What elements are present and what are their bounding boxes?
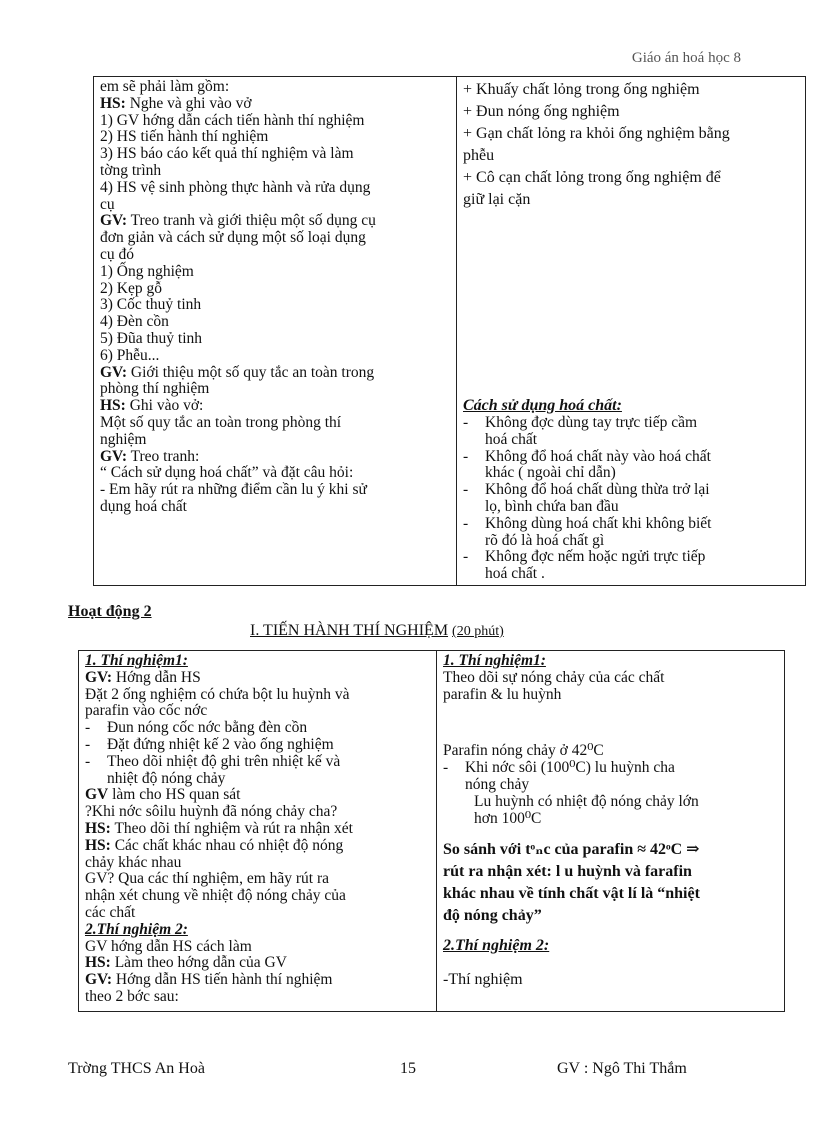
text-line xyxy=(100,113,450,130)
line-text: nghiệm xyxy=(100,430,147,448)
line-text: Hớng dẫn HS tiến hành thí nghiệm xyxy=(112,971,333,989)
procedure-step xyxy=(85,737,430,754)
line-text: cụ xyxy=(100,195,115,213)
speaker-label: HS: xyxy=(85,836,111,854)
text-line xyxy=(100,499,450,516)
line-text: - Em hãy rút ra những điểm cần lu ý khi sử xyxy=(100,481,367,499)
chemical-usage-rules xyxy=(463,415,799,583)
footer-school: Trờng THCS An Hoà xyxy=(68,1060,205,1077)
text-line xyxy=(100,381,450,398)
text-line xyxy=(100,264,450,281)
line-text: 2) Kẹp gỗ xyxy=(100,279,162,297)
bullet-dash: - xyxy=(463,414,469,431)
line-text: Đặt 2 ống nghiệm có chứa bột lu huỳnh và xyxy=(85,685,350,703)
line-text: Một số quy tắc an toàn trong phòng thí xyxy=(100,413,342,431)
speaker-label: HS: xyxy=(85,954,111,972)
procedure-step xyxy=(85,720,430,737)
text-line xyxy=(100,180,450,197)
sulfur-melting xyxy=(443,794,778,828)
bullet-dash: - xyxy=(85,735,91,753)
section-title: I. TIẾN HÀNH THÍ NGHIỆM xyxy=(250,622,449,639)
text-line xyxy=(100,163,450,180)
speaker-label: GV: xyxy=(85,668,112,686)
teacher-activities xyxy=(100,79,450,516)
boiling-note xyxy=(443,760,778,794)
text-line xyxy=(100,79,450,96)
teacher-activities-cell xyxy=(94,77,457,586)
bullet-dash: - xyxy=(85,719,91,737)
bullet-dash: - xyxy=(443,759,449,777)
bullet-line: Khi nớc sôi (100⁰C) lu huỳnh cha xyxy=(465,759,675,777)
text-line xyxy=(100,415,450,432)
line-text: 1) GV hớng dẫn cách tiến hành thí nghiệm xyxy=(100,111,365,129)
exp1-title-right: 1. Thí nghiệm1: xyxy=(443,652,546,669)
line-text: 5) Đũa thuỷ tinh xyxy=(100,329,203,347)
text-line xyxy=(100,247,450,264)
document-header: Giáo án hoá học 8 xyxy=(631,50,741,66)
text-line xyxy=(100,129,450,146)
line-text: Theo dõi thí nghiệm và rút ra nhận xét xyxy=(110,819,353,837)
chemical-rule xyxy=(463,516,799,550)
exp1-intro xyxy=(85,670,430,720)
experiment-guide-cell xyxy=(79,651,437,1012)
experiment-step: + Đun nóng ống nghiệm xyxy=(463,103,620,120)
conclusion-line: So sánh với tᵒₙc của parafin ≈ 42ᵒC ⇒ xyxy=(443,841,700,859)
bullet-line: lọ, bình chứa ban đầu xyxy=(485,497,619,515)
activity-title: Hoạt động 2 xyxy=(68,603,152,620)
bullet-line: nhiệt độ nóng chảy xyxy=(107,769,226,787)
text-line xyxy=(100,398,450,415)
line-text: Các chất khác nhau có nhiệt độ nóng xyxy=(110,836,344,854)
text-line xyxy=(85,855,430,872)
text-line xyxy=(100,281,450,298)
speaker-label: GV: xyxy=(85,971,112,989)
observation-line: Theo dõi sự nóng chảy của các chất xyxy=(443,668,665,686)
experiment-result-cell xyxy=(437,651,785,1012)
speaker-label: GV xyxy=(85,786,109,804)
text-line xyxy=(100,365,450,382)
bullet-dash: - xyxy=(463,481,469,499)
chemical-usage-title: Cách sử dụng hoá chất: xyxy=(463,397,622,414)
speaker-label: HS: xyxy=(85,819,111,837)
bullet-line: Đun nóng cốc nớc bằng đèn cồn xyxy=(107,719,308,737)
exp2-intro xyxy=(85,939,430,1006)
line-text: cụ đó xyxy=(100,245,135,263)
line-text: Giới thiệu một số quy tắc an toàn trong xyxy=(127,363,375,381)
bullet-line: nóng chảy xyxy=(465,775,530,793)
lesson-table-2 xyxy=(78,650,785,1012)
text-line xyxy=(85,687,430,704)
line-text: Nghe và ghi vào vở xyxy=(125,94,252,112)
line-text: dụng hoá chất xyxy=(100,497,187,515)
exp2-title-right: 2.Thí nghiệm 2: xyxy=(443,937,550,955)
line-text: các chất xyxy=(85,903,136,921)
text-line xyxy=(100,230,450,247)
bullet-line: hoá chất xyxy=(485,430,538,448)
text-line xyxy=(100,213,450,230)
line-text: 3) HS báo cáo kết quả thí nghiệm và làm xyxy=(100,145,354,163)
experiment-step: + Khuấy chất lỏng trong ống nghiệm xyxy=(463,81,700,98)
line-text: 1) Ống nghiệm xyxy=(100,262,194,280)
exp1-steps xyxy=(85,720,430,787)
bullet-line: Không đợc dùng tay trực tiếp cầm xyxy=(485,414,698,431)
line-text: ?Khi nớc sôilu huỳnh đã nóng chảy cha? xyxy=(85,803,338,821)
text-line xyxy=(85,804,430,821)
bullet-dash: - xyxy=(463,447,469,465)
chemical-rule xyxy=(463,449,799,483)
bullet-dash: - xyxy=(85,752,91,770)
text-line xyxy=(85,670,430,687)
bullet-line: Không dùng hoá chất khi không biết xyxy=(485,514,712,532)
experiment-step: + Cô cạn chất lỏng trong ống nghiệm để xyxy=(463,169,721,186)
line-text: nhận xét chung về nhiệt độ nóng chảy của xyxy=(85,887,346,905)
sulfur-line: Lu huỳnh có nhiệt độ nóng chảy lớn xyxy=(474,792,699,810)
text-line xyxy=(85,838,430,855)
bullet-dash: - xyxy=(463,514,469,532)
line-text: GV? Qua các thí nghiệm, em hãy rút ra xyxy=(85,870,330,888)
procedure-step xyxy=(85,754,430,788)
text-line xyxy=(85,939,430,956)
sulfur-line: hơn 100⁰C xyxy=(474,809,542,827)
text-line xyxy=(100,297,450,314)
text-line xyxy=(85,703,430,720)
exp1-observation xyxy=(443,670,778,704)
text-line xyxy=(100,465,450,482)
bullet-line: khác ( ngoài chỉ dẫn) xyxy=(485,464,616,482)
experiment-step: phễu xyxy=(463,147,495,164)
text-line xyxy=(85,955,430,972)
line-text: Làm theo hớng dẫn của GV xyxy=(110,954,287,972)
speaker-label: HS: xyxy=(100,397,126,415)
speaker-label: GV: xyxy=(100,212,127,230)
text-line xyxy=(100,197,450,214)
line-text: “ Cách sử dụng hoá chất” và đặt câu hỏi: xyxy=(100,464,354,482)
line-text: Treo tranh và giới thiệu một số dụng cụ xyxy=(127,212,376,230)
text-line xyxy=(85,888,430,905)
speaker-label: GV: xyxy=(100,363,127,381)
line-text: làm cho HS quan sát xyxy=(108,786,241,804)
text-line xyxy=(85,871,430,888)
line-text: phòng thí nghiệm xyxy=(100,380,210,398)
observation-line: parafin & lu huỳnh xyxy=(443,685,562,703)
line-text: em sẽ phải làm gồm: xyxy=(100,78,230,95)
conclusion-line: rút ra nhận xét: l u huỳnh và farafin xyxy=(443,863,692,881)
lesson-table-1 xyxy=(93,76,806,586)
line-text: parafin vào cốc nớc xyxy=(85,702,208,720)
conclusion-line: khác nhau về tính chất vật lí là “nhiệt xyxy=(443,885,700,903)
line-text: tờng trình xyxy=(100,161,162,179)
line-text: 4) HS vệ sinh phòng thực hành và rửa dụng xyxy=(100,178,371,196)
bullet-line: rõ đó là hoá chất gì xyxy=(485,531,605,549)
student-content-cell xyxy=(457,77,806,586)
text-line xyxy=(85,972,430,989)
text-line xyxy=(85,905,430,922)
bullet-line: Không đổ hoá chất này vào hoá chất xyxy=(485,447,711,465)
text-line xyxy=(100,348,450,365)
exp1-discussion xyxy=(85,787,430,921)
line-text: chảy khác nhau xyxy=(85,853,182,871)
text-line xyxy=(100,331,450,348)
bullet-dash: - xyxy=(463,548,469,566)
boiling-observation xyxy=(443,760,778,794)
line-text: theo 2 bớc sau: xyxy=(85,987,179,1005)
line-text: đơn giản và cách sử dụng một số loại dụng xyxy=(100,229,366,247)
text-line xyxy=(100,96,450,113)
text-line xyxy=(100,482,450,499)
exp2-title-left: 2.Thí nghiệm 2: xyxy=(85,920,188,938)
bullet-line: Không đổ hoá chất dùng thừa trở lại xyxy=(485,481,710,499)
line-text: Hớng dẫn HS xyxy=(112,668,201,686)
experiment-steps xyxy=(463,79,799,211)
chemical-rule xyxy=(463,549,799,583)
text-line xyxy=(85,821,430,838)
exp2-text: -Thí nghiệm xyxy=(443,971,523,989)
text-line xyxy=(100,146,450,163)
text-line xyxy=(85,989,430,1006)
line-text: 6) Phễu... xyxy=(100,346,160,364)
bullet-line: Không đợc nếm hoặc ngửi trực tiếp xyxy=(485,548,706,566)
line-text: 4) Đèn cồn xyxy=(100,313,169,331)
chemical-rule xyxy=(463,415,799,449)
text-line xyxy=(85,787,430,804)
line-text: 2) HS tiến hành thí nghiệm xyxy=(100,128,269,146)
footer-page-number: 15 xyxy=(400,1060,416,1077)
text-line xyxy=(100,314,450,331)
exp1-title-left: 1. Thí nghiệm1: xyxy=(85,652,188,669)
line-text: GV hớng dẫn HS cách làm xyxy=(85,937,252,955)
line-text: Ghi vào vở: xyxy=(125,397,204,415)
text-line xyxy=(100,432,450,449)
line-text: Treo tranh: xyxy=(127,447,200,465)
bullet-line: Đặt đứng nhiệt kế 2 vào ống nghiệm xyxy=(107,735,334,753)
chemical-rule xyxy=(463,482,799,516)
bullet-line: hoá chất . xyxy=(485,565,545,583)
comparison-conclusion xyxy=(443,839,778,927)
speaker-label: HS: xyxy=(100,94,126,112)
section-duration: (20 phút) xyxy=(452,624,504,639)
experiment-step: + Gạn chất lỏng ra khỏi ống nghiệm bằng xyxy=(463,125,730,142)
bullet-line: Theo dõi nhiệt độ ghi trên nhiệt kế và xyxy=(107,752,341,770)
speaker-label: GV: xyxy=(100,447,127,465)
line-text: 3) Cốc thuỷ tinh xyxy=(100,296,202,314)
footer-teacher: GV : Ngô Thi Thắm xyxy=(557,1060,687,1077)
paraffin-melting: Parafin nóng chảy ở 42⁰C xyxy=(443,742,604,760)
experiment-step: giữ lại cặn xyxy=(463,191,531,208)
conclusion-line: độ nóng chảy” xyxy=(443,907,542,925)
text-line xyxy=(100,449,450,466)
